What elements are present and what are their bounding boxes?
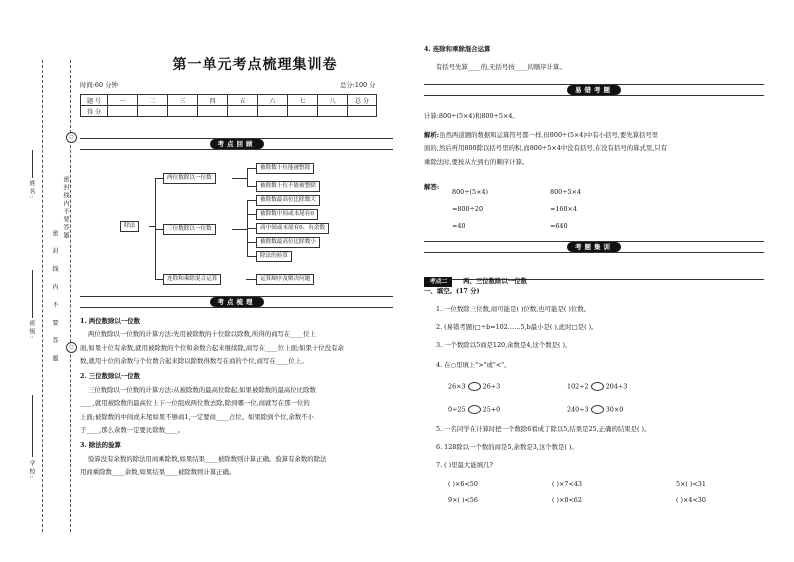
mm-leaf: 运算顺序及解决问题: [256, 274, 314, 285]
score-head-cell: 七: [288, 95, 318, 106]
score-head-cell: 四: [198, 95, 228, 106]
score-cell[interactable]: [288, 106, 318, 117]
score-table: [80, 94, 377, 117]
fill-item[interactable]: ( )×6<50: [448, 480, 478, 488]
banner-practice: 考题集训: [424, 241, 764, 253]
question-3[interactable]: 3. 一个数除以5商是120,余数是4,这个数是( )。: [436, 341, 572, 349]
fill-item[interactable]: ( )×7<43: [552, 480, 582, 488]
topic-title: 两、三位数除以一位数: [463, 277, 528, 285]
page-title: 第一单元考点梳理集训卷: [172, 57, 338, 73]
paragraph-line: 两位数除以一位数的计算方法:先用被除数的十位除以除数,所得的商写在____位上: [88, 330, 316, 339]
compare-item[interactable]: 26×3 26÷3: [448, 382, 501, 391]
mm-leaf: 被除数中间或末尾有0: [256, 209, 318, 220]
score-row-label: 得 分: [81, 106, 108, 117]
fill-item[interactable]: 5×( )<31: [676, 480, 706, 488]
fold-dashed-line-2: [42, 60, 43, 532]
paragraph-line: 于____,那么余数一定要比除数____。: [80, 425, 185, 434]
mm-node: 两位数除以一位数: [163, 173, 216, 184]
score-cell[interactable]: [198, 106, 228, 117]
section-title: 2. 三位数除以一位数: [80, 372, 141, 381]
binding-hole-icon: ○: [66, 342, 77, 353]
question-6[interactable]: 6. 128除以一个数的商是5,余数是3,这个数是( )。: [436, 443, 578, 451]
fold-dashed-line: [70, 60, 71, 532]
name-field[interactable]: [32, 150, 33, 178]
class-label: 班级:: [28, 320, 35, 341]
answer-left: 800÷(5×4) =800÷20 =40: [452, 188, 489, 230]
section-title: 1. 两位数除以一位数: [80, 317, 141, 325]
topic-header: [424, 268, 764, 285]
mm-leaf: 被除数十位能被整除: [256, 163, 314, 174]
mm-node: 连除和乘除混合运算: [163, 274, 221, 285]
score-cell[interactable]: [228, 106, 258, 117]
score-cell[interactable]: [258, 106, 288, 117]
compare-circle-icon: [468, 405, 481, 414]
compare-circle-icon: [591, 405, 604, 414]
example-analysis: 解析:虽然两道题的数据和运算符号都一样,但800÷(5×4)中有小括号,要先算括号里 面的,然后再用800除以括号里的积,而800÷5×4中没有括号,在没有括号的算式里,只有 乘除法时,要按从左到右的顺序计算。: [424, 131, 668, 166]
fill-item[interactable]: ( )×4<30: [676, 496, 706, 504]
score-head-cell: 五: [228, 95, 258, 106]
paragraph-line: 有括号先算____的,无括号按____的顺序计算。: [436, 63, 566, 71]
score-head-cell: 三: [168, 95, 198, 106]
paragraph-line: 用商乘除数____余数,如果结果____被除数则计算正确。: [80, 467, 236, 476]
school-label: 学校:: [28, 460, 35, 481]
compare-item[interactable]: 102÷2 204÷3: [567, 382, 628, 391]
paragraph-line: 三位数除以一位数的计算方法:从被除数的最高位除起,如果被除数的最高位比除数: [88, 385, 316, 394]
banner-sort: 考点梳理: [80, 296, 393, 308]
topic-tag: 考点二: [424, 277, 452, 287]
answer-label: 解答:: [424, 183, 440, 191]
mm-leaf: 被除数十位不能被整除: [256, 181, 320, 192]
class-field[interactable]: [32, 270, 33, 318]
mm-leaf: 被除数最高位比除数小: [256, 237, 320, 248]
paragraph-line: 上面;被除数的中间或末尾如果不够商1,一定要商____占位。如果除到个位,余数不小: [80, 412, 314, 421]
mm-node: 三位数除以一位数: [163, 224, 216, 235]
question-7: 7. ( )里最大能填几?: [436, 461, 493, 469]
paragraph-line: 验算没有余数的除法用商乘除数,如果结果____被除数则计算正确。验算有余数的除法: [88, 454, 327, 463]
mm-leaf: 除法的验算: [256, 251, 292, 262]
seal-notice: 密封线内不要答题: [62, 176, 69, 240]
fill-item[interactable]: ( )×8<62: [552, 496, 582, 504]
question-5[interactable]: 5. 一名同学在计算时把一个数除6看成了除以5,结果是25,正确的结果是( )。: [436, 425, 651, 433]
seal-notice-2: 密 封 线 内 不 要 答 题: [51, 230, 58, 367]
compare-item[interactable]: 0÷25 25+0: [448, 405, 501, 414]
paragraph-line: 数,就用十位的余数与个位数合起来除以除数得数写在商的个位,商写在____位上。: [80, 357, 308, 366]
score-cell[interactable]: [168, 106, 198, 117]
score-head-cell: 一: [108, 95, 138, 106]
school-field[interactable]: [32, 395, 33, 457]
score-head-cell: 总 分: [348, 95, 377, 106]
score-cell[interactable]: [108, 106, 138, 117]
total-score: 总分:100 分: [340, 81, 376, 89]
compare-circle-icon: [468, 382, 481, 391]
score-head-cell: 题 号: [81, 95, 108, 106]
paragraph-line: ____,就用被除数的最高位上下一位组成两位数去除,除到哪一位,商就写在那一位的: [80, 399, 310, 408]
left-sections: [80, 318, 396, 476]
banner-review: 考点回顾: [80, 138, 393, 150]
mm-root: 除法: [120, 221, 139, 232]
score-cell[interactable]: [138, 106, 168, 117]
fill-item[interactable]: 9×( )<56: [448, 496, 478, 504]
question-2[interactable]: 2. (易错考题)□÷b=102……5,b最小是( ),此时□是( )。: [436, 323, 598, 331]
answer-right: 800÷5×4 =160×4 =640: [550, 188, 582, 230]
score-head-cell: 六: [258, 95, 288, 106]
time-limit: 时间:60 分钟: [80, 81, 118, 89]
question-1[interactable]: 1. 一位数除三位数,商可能是( )位数,也可能是( )位数。: [436, 305, 591, 313]
score-head-cell: 八: [318, 95, 348, 106]
compare-item[interactable]: 240÷3 30×0: [567, 405, 624, 414]
name-label: 姓名:: [28, 180, 35, 201]
score-cell[interactable]: [318, 106, 348, 117]
section-title: 3. 除法的验算: [80, 441, 121, 450]
score-cell[interactable]: [348, 106, 377, 117]
mm-leaf: 被除数最高位比除数大: [256, 195, 320, 206]
score-head-cell: 二: [138, 95, 168, 106]
binding-hole-icon: ○: [66, 132, 77, 143]
banner-errors: 易错考题: [424, 84, 764, 96]
mm-leaf: 商中间或末尾有0、有余数: [256, 223, 329, 234]
compare-circle-icon: [591, 382, 604, 391]
paragraph-line: 面,如果十位有余数,就用被除数的个位和余数合起来继续除,商写在____位上面;如果十位没有余: [80, 343, 344, 352]
question-4: 4. 在○里填上">"或"<"。: [436, 361, 511, 369]
part-heading: 一、填空。(17 分): [424, 287, 480, 295]
example-question: 计算:800÷(5×4)和800÷5×4。: [424, 112, 519, 120]
section-title: 4. 连除和乘除混合运算: [424, 45, 491, 53]
